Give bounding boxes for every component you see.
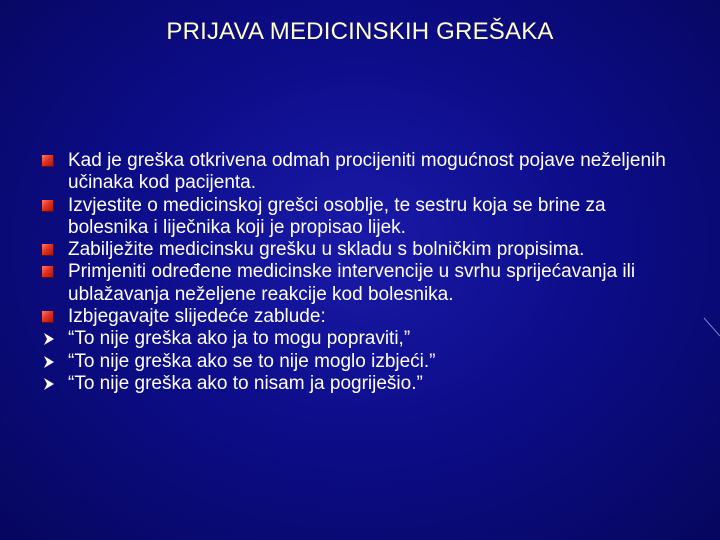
arrow-bullet-icon <box>42 355 56 369</box>
red-square-icon <box>42 244 54 256</box>
bullet-text: Primjeniti određene medicinske intervencije u svrhu sprijećavanja ili ublažavanja neželjene reakcije kod bolesnika. <box>68 261 636 305</box>
list-item <box>42 150 682 195</box>
bullet-text: “To nije greška ako ja to mogu popraviti,” <box>68 328 411 350</box>
arrow-bullet-icon <box>42 332 56 346</box>
list-item <box>42 306 682 328</box>
red-square-icon <box>42 155 54 167</box>
bullet-text: “To nije greška ako to nisam ja pogriješio.” <box>68 372 423 394</box>
list-item <box>42 373 682 395</box>
list-item <box>42 351 682 373</box>
red-square-icon <box>42 311 54 323</box>
arrow-bullet-icon <box>42 377 56 391</box>
bullet-list <box>42 150 682 395</box>
bullet-text: “To nije greška ako se to nije moglo izbjeći.” <box>68 350 436 372</box>
list-item <box>42 328 682 350</box>
list-item <box>42 261 682 306</box>
slide-title: PRIJAVA MEDICINSKIH GREŠAKA <box>166 18 554 45</box>
red-square-icon <box>42 200 54 212</box>
list-item <box>42 195 682 240</box>
red-square-icon <box>42 266 54 278</box>
bullet-text: Izvjestite o medicinskoj grešci osoblje, te sestru koja se brine za bolesnika i liječnika koji je propisao lijek. <box>68 194 606 238</box>
list-item <box>42 239 682 261</box>
bullet-text: Izbjegavajte slijedeće zablude: <box>68 306 326 328</box>
bullet-text: Kad je greška otkrivena odmah procijeniti mogućnost pojave neželjenih učinaka kod pacijenta. <box>68 150 666 194</box>
bullet-text: Zabilježite medicinsku grešku u skladu s bolničkim propisima. <box>68 239 585 261</box>
